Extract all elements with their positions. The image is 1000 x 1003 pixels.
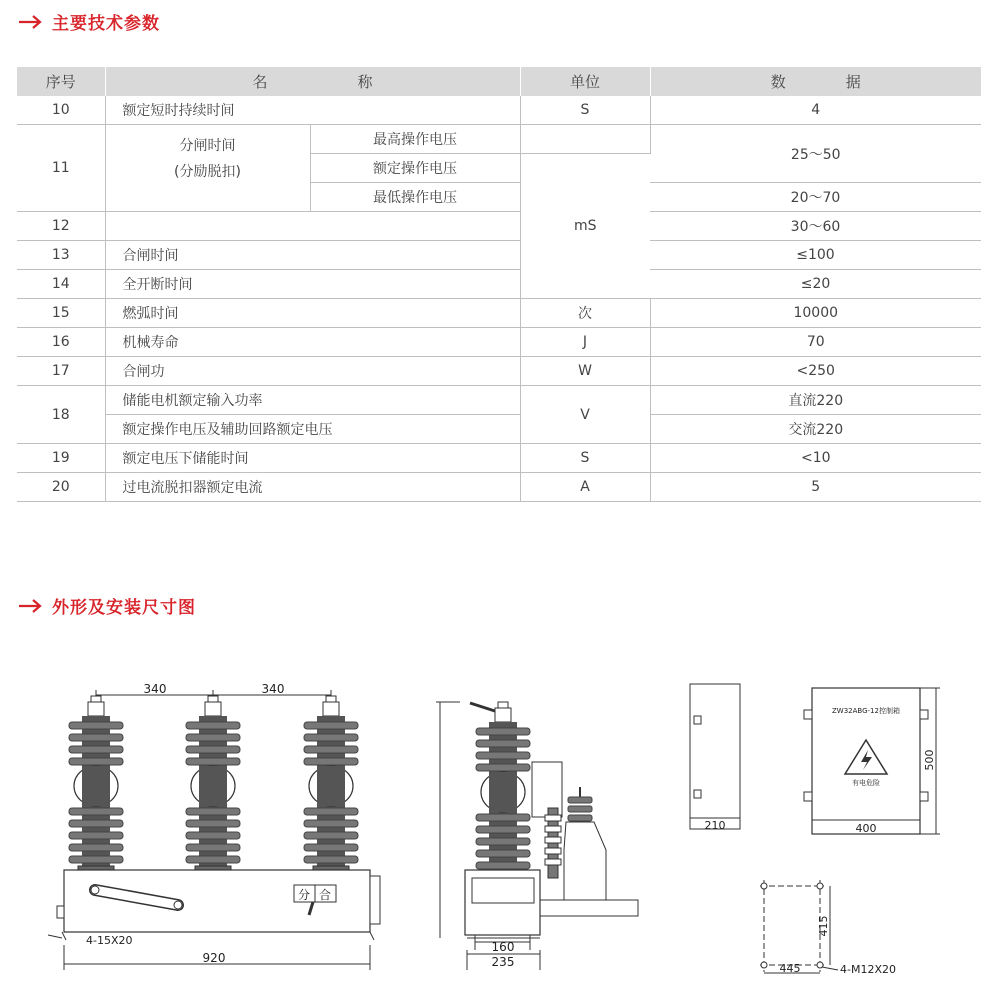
- header-no: 序号: [17, 67, 105, 96]
- control-box-side: [690, 684, 740, 832]
- warning-label: 有电危险: [852, 779, 880, 787]
- table-row: 额定操作电压 mS: [17, 154, 981, 183]
- dim-label: 340: [261, 682, 285, 696]
- table-row: 15 燃弧时间 次 10000: [17, 299, 981, 328]
- cell-open-time: 分闸时间 (分励脱扣): [105, 125, 310, 212]
- table-row: 12 30～60: [17, 212, 981, 241]
- front-view: [48, 682, 380, 970]
- box-label: ZW32ABG-12控制箱: [832, 707, 900, 715]
- table-row: 14 全开断时间 ≤20: [17, 270, 981, 299]
- insulator-pole: [304, 696, 358, 890]
- control-box-front: [804, 688, 940, 835]
- dim-label: 160: [491, 940, 515, 954]
- table-row: 16 机械寿命 J 70: [17, 328, 981, 357]
- dim-label: 445: [779, 962, 801, 975]
- cell-ms-unit: mS: [520, 154, 650, 299]
- table-row: 19 额定电压下储能时间 S <10: [17, 444, 981, 473]
- section-title: 主要技术参数: [52, 14, 160, 34]
- dim-label: 500: [923, 749, 936, 771]
- dim-label: 235: [491, 955, 515, 969]
- panel-label-open: 分: [297, 888, 311, 902]
- table-row: 13 合闸时间 ≤100: [17, 241, 981, 270]
- table-row: 最低操作电压 20～70: [17, 183, 981, 212]
- panel-label-close: 合: [318, 888, 332, 902]
- table-row: 11 分闸时间 (分励脱扣) 最高操作电压 25～50: [17, 125, 981, 154]
- table-row: 17 合闸功 W <250: [17, 357, 981, 386]
- mounting-layout: [760, 880, 896, 976]
- side-view: [436, 702, 638, 970]
- insulator-pole: [186, 696, 240, 890]
- insulator-pole: [69, 696, 123, 890]
- dim-label: 920: [202, 951, 226, 965]
- holes-label: 4-15X20: [86, 934, 133, 947]
- table-row: 额定操作电压及辅助回路额定电压 交流220: [17, 415, 981, 444]
- dim-label: 415: [817, 915, 830, 937]
- holes-label: 4-M12X20: [840, 963, 896, 976]
- header-unit: 单位: [520, 67, 650, 96]
- table-row: 20 过电流脱扣器额定电流 A 5: [17, 473, 981, 502]
- header-name: 名 称: [105, 67, 520, 96]
- dim-label: 210: [704, 819, 726, 832]
- dim-label: 400: [855, 822, 877, 835]
- section-title: 外形及安装尺寸图: [52, 598, 196, 618]
- table-row: 18 储能电机额定输入功率 V 直流220: [17, 386, 981, 415]
- header-data: 数 据: [650, 67, 981, 96]
- table-row: 10 额定短时持续时间 S 4: [17, 96, 981, 125]
- dim-label: 340: [143, 682, 167, 696]
